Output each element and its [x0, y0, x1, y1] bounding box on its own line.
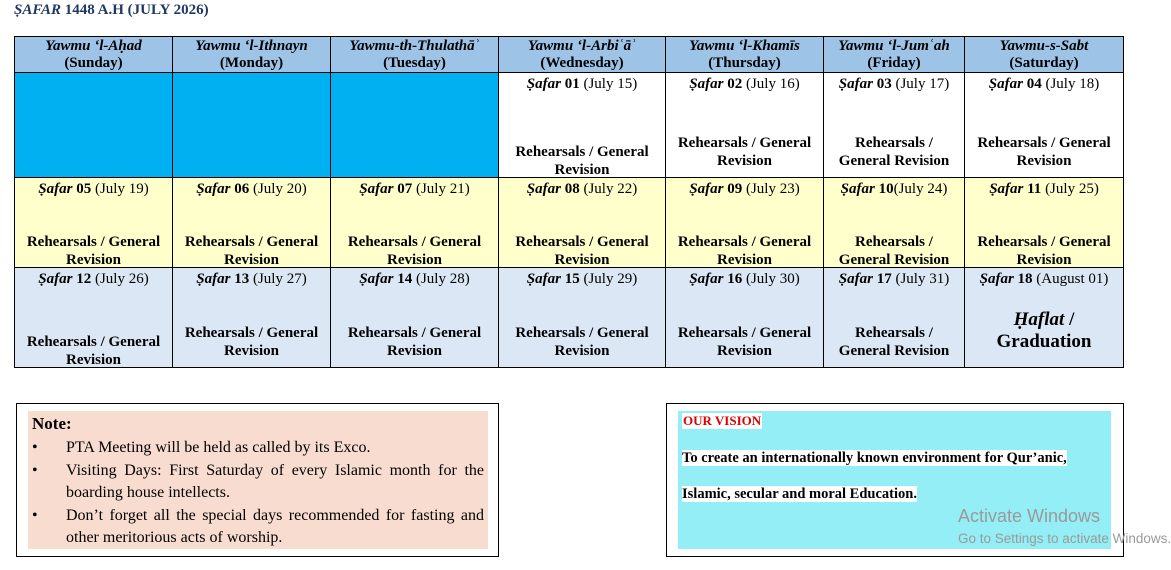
watermark-title: Activate Windows — [958, 506, 1101, 526]
day-name: Yawmu ‘l-Jumʿah — [838, 37, 950, 54]
cell-date: Ṣafar 15 (July 29) — [526, 270, 638, 287]
calendar-table — [14, 36, 1124, 368]
activation-watermark — [958, 506, 1171, 546]
cell-activity: Rehearsals / General Revision — [977, 233, 1111, 268]
graduation-label: Ḥaflat / Graduation — [996, 309, 1092, 352]
cell-activity: Rehearsals / General Revision — [347, 325, 482, 359]
cell-date: Ṣafar 14 (July 28) — [359, 270, 470, 287]
day-cell — [331, 178, 499, 268]
day-subname: (Saturday) — [1009, 54, 1079, 71]
bullet: • — [32, 439, 38, 456]
cell-date: Ṣafar 17 (July 31) — [838, 270, 950, 287]
cell-activity: Rehearsals / General Revision — [184, 233, 319, 268]
empty-day-cell — [15, 73, 173, 178]
day-cell — [666, 267, 824, 367]
day-cell — [499, 267, 666, 367]
bullet: • — [32, 461, 38, 479]
title-month: ṢAFAR — [14, 2, 61, 18]
day-name: Yawmu-s-Sabt — [999, 37, 1089, 54]
day-cell — [666, 178, 824, 268]
day-subname: (Tuesday) — [383, 54, 446, 71]
cell-date: Ṣafar 18 (August 01) — [979, 270, 1109, 287]
calendar-header-row — [15, 37, 1124, 73]
note-item: • PTA Meeting will be held as called by its Exco. — [32, 437, 484, 460]
day-cell — [499, 178, 666, 268]
day-cell — [965, 178, 1124, 268]
header-sunday — [15, 37, 173, 73]
empty-day-cell — [331, 73, 499, 178]
day-name: Yawmu ‘l-Ithnayn — [195, 37, 308, 54]
watermark-subtitle: Go to Settings to activate Windows. — [958, 531, 1171, 546]
cell-date: Ṣafar 11 (July 25) — [989, 181, 1099, 198]
day-name: Yawmu ‘l-Arbiʿāʾ — [527, 37, 637, 54]
calendar-week-row — [15, 178, 1124, 268]
day-subname: (Friday) — [867, 54, 921, 71]
empty-day-cell — [173, 73, 331, 178]
day-cell — [173, 178, 331, 268]
header-saturday — [965, 37, 1124, 73]
cell-date: Ṣafar 09 (July 23) — [689, 181, 800, 198]
cell-date: Ṣafar 02 (July 16) — [689, 76, 800, 92]
title-year: 1448 A.H (JULY 2026) — [61, 2, 209, 18]
cell-activity: Rehearsals / General Revision — [515, 144, 649, 179]
cell-activity: Rehearsals / General Revision — [838, 135, 950, 170]
day-cell — [499, 73, 666, 178]
cell-date: Ṣafar 01 (July 15) — [526, 76, 638, 92]
header-thursday — [666, 37, 824, 73]
header-tuesday — [331, 37, 499, 73]
cell-date: Ṣafar 06 (July 20) — [196, 181, 307, 198]
note-item: • Visiting Days: First Saturday of every Islamic month for the boarding house intellects. — [32, 461, 484, 501]
cell-date: Ṣafar 12 (July 26) — [38, 270, 149, 287]
calendar-week-row — [15, 267, 1124, 367]
header-wednesday — [499, 37, 666, 73]
day-cell — [666, 73, 824, 178]
day-cell — [15, 267, 173, 367]
cell-activity: Rehearsals / General Revision — [347, 233, 482, 268]
cell-date: Ṣafar 16 (July 30) — [689, 270, 800, 287]
cell-date: Ṣafar 04 (July 18) — [988, 76, 1100, 92]
cell-activity: Rehearsals / General Revision — [677, 325, 812, 359]
day-cell — [173, 267, 331, 367]
day-name: Yawmu-th-Thulathāʾ — [349, 37, 480, 54]
vision-statement: To create an internationally known environment for Qur’anic, Islamic, secular and moral Education. — [682, 450, 1067, 502]
day-cell-graduation — [965, 267, 1124, 367]
note-item: • Don’t forget all the special days recommended for fasting and other meritorious acts of worship. — [32, 506, 484, 546]
bullet: • — [32, 506, 38, 524]
cell-date: Ṣafar 10(July 24) — [840, 181, 948, 198]
cell-activity: Rehearsals / General Revision — [977, 135, 1111, 170]
day-cell — [824, 267, 965, 367]
day-cell — [965, 73, 1124, 178]
cell-activity: Rehearsals / General Revision — [184, 325, 319, 359]
cell-activity: Rehearsals / General Revision — [26, 334, 161, 368]
cell-date: Ṣafar 13 (July 27) — [196, 270, 307, 287]
day-name: Yawmu ‘l-Khamīs — [689, 37, 800, 54]
cell-activity: Rehearsals / General Revision — [677, 233, 812, 268]
page-title — [14, 2, 209, 19]
cell-activity: Rehearsals / General Revision — [515, 325, 649, 359]
day-cell — [331, 267, 499, 367]
day-cell — [15, 178, 173, 268]
note-box — [16, 403, 499, 557]
day-subname: (Thursday) — [708, 54, 781, 71]
calendar-week-row — [15, 73, 1124, 178]
day-subname: (Wednesday) — [540, 54, 624, 71]
cell-activity: Rehearsals / General Revision — [26, 233, 161, 268]
day-subname: (Sunday) — [64, 54, 123, 71]
day-cell — [824, 178, 965, 268]
cell-activity: Rehearsals / General Revision — [838, 233, 950, 268]
day-cell — [824, 73, 965, 178]
header-monday — [173, 37, 331, 73]
header-friday — [824, 37, 965, 73]
day-subname: (Monday) — [219, 54, 284, 71]
cell-date: Ṣafar 03 (July 17) — [838, 76, 950, 92]
cell-activity: Rehearsals / General Revision — [677, 135, 812, 170]
cell-activity: Rehearsals / General Revision — [838, 325, 950, 359]
cell-activity: Rehearsals / General Revision — [515, 233, 649, 268]
day-name: Yawmu ‘l-Aḥad — [45, 37, 142, 54]
note-panel — [28, 411, 488, 549]
cell-date: Ṣafar 07 (July 21) — [359, 181, 470, 198]
note-list — [32, 437, 484, 550]
cell-date: Ṣafar 08 (July 22) — [526, 181, 638, 198]
cell-date: Ṣafar 05 (July 19) — [38, 181, 149, 198]
note-heading: Note: — [32, 414, 72, 433]
vision-heading: OUR VISION — [683, 413, 762, 428]
